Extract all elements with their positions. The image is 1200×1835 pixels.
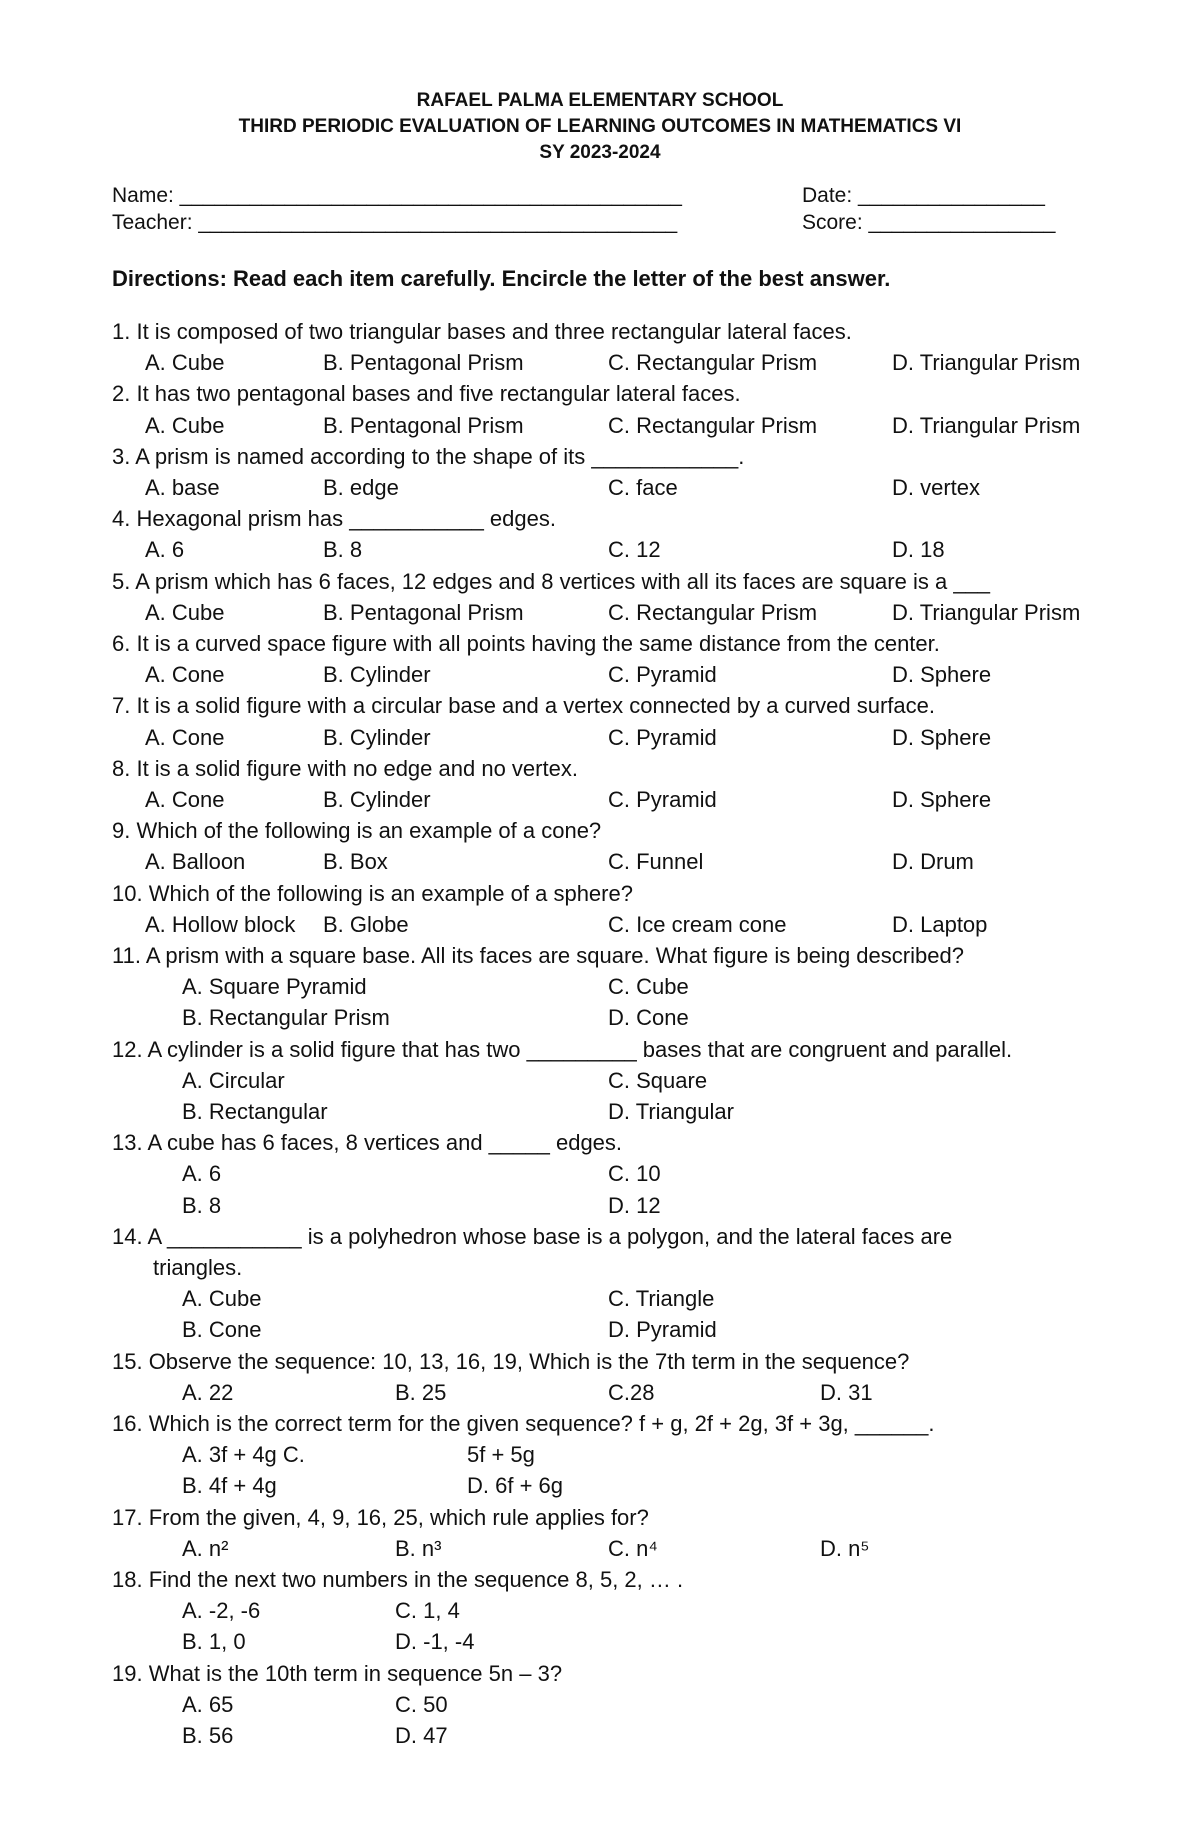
q2-option-3[interactable]: C. Rectangular Prism	[608, 412, 818, 438]
q15-option-4[interactable]: D. 31	[820, 1379, 873, 1405]
question-10: 10. Which of the following is an example of a sphere?	[112, 880, 633, 906]
q2-option-2[interactable]: B. Pentagonal Prism	[323, 412, 524, 438]
q3-option-4[interactable]: D. vertex	[892, 475, 981, 500]
q8-option-3[interactable]: C. Pyramid	[608, 787, 717, 812]
q13-option-1[interactable]: A. 6	[182, 1161, 222, 1187]
q19-option-3[interactable]: B. 56	[182, 1723, 234, 1748]
q18-option-2[interactable]: C. 1, 4	[395, 1598, 460, 1624]
q8-option-4[interactable]: D. Sphere	[892, 787, 992, 812]
q11-option-1[interactable]: A. Square Pyramid	[182, 974, 367, 1000]
question-16: 16. Which is the correct term for the given sequence? f + g, 2f + 2g, 3f + 3g, ______.	[112, 1411, 935, 1436]
teacher-field[interactable]: Teacher: _________________________________________	[112, 211, 678, 234]
q14-option-4[interactable]: D. Pyramid	[608, 1317, 717, 1343]
question-3: 3. A prism is named according to the shape of its ____________.	[112, 443, 745, 469]
date-field[interactable]: Date: ________________	[802, 184, 1045, 207]
q15-option-2[interactable]: B. 25	[395, 1379, 447, 1405]
q18-option-1[interactable]: A. -2, -6	[182, 1598, 261, 1624]
q12-option-4[interactable]: D. Triangular	[608, 1099, 734, 1124]
q12-option-2[interactable]: C. Square	[608, 1067, 708, 1093]
q3-option-3[interactable]: C. face	[608, 475, 678, 500]
q16-option-4[interactable]: D. 6f + 6g	[467, 1473, 564, 1499]
q5-option-4[interactable]: D. Triangular Prism	[892, 599, 1081, 625]
question-9: 9. Which of the following is an example of a cone?	[112, 818, 602, 844]
q3-option-1[interactable]: A. base	[145, 475, 220, 500]
q10-option-4[interactable]: D. Laptop	[892, 911, 988, 937]
q12-option-3[interactable]: B. Rectangular	[182, 1099, 328, 1124]
q14-option-1[interactable]: A. Cube	[182, 1286, 262, 1312]
question-6: 6. It is a curved space figure with all points having the same distance from the center.	[112, 631, 940, 656]
q5-option-2[interactable]: B. Pentagonal Prism	[323, 599, 524, 625]
directions: Directions: Read each item carefully. Encircle the letter of the best answer.	[112, 266, 891, 291]
question-7: 7. It is a solid figure with a circular base and a vertex connected by a curved surface.	[112, 693, 935, 719]
q14-option-2[interactable]: C. Triangle	[608, 1286, 715, 1312]
q11-option-4[interactable]: D. Cone	[608, 1005, 689, 1031]
q4-option-2[interactable]: B. 8	[323, 537, 363, 563]
question-5: 5. A prism which has 6 faces, 12 edges and 8 vertices with all its faces are square is a ___	[112, 568, 991, 594]
question-4: 4. Hexagonal prism has ___________ edges.	[112, 506, 556, 532]
q1-option-2[interactable]: B. Pentagonal Prism	[323, 350, 524, 376]
school-name: RAFAEL PALMA ELEMENTARY SCHOOL	[416, 90, 784, 111]
q19-option-1[interactable]: A. 65	[182, 1691, 234, 1717]
question-11: 11. A prism with a square base. All its faces are square. What figure is being described?	[112, 943, 964, 968]
q9-option-3[interactable]: C. Funnel	[608, 849, 704, 875]
q8-option-1[interactable]: A. Cone	[145, 787, 225, 812]
q10-option-1[interactable]: A. Hollow block	[145, 911, 296, 937]
q13-option-4[interactable]: D. 12	[608, 1192, 661, 1218]
q9-option-2[interactable]: B. Box	[323, 849, 388, 875]
q5-option-1[interactable]: A. Cube	[145, 599, 225, 625]
q1-option-4[interactable]: D. Triangular Prism	[892, 350, 1081, 376]
q13-option-2[interactable]: C. 10	[608, 1161, 661, 1187]
q7-option-2[interactable]: B. Cylinder	[323, 724, 431, 750]
q18-option-3[interactable]: B. 1, 0	[182, 1629, 246, 1655]
q18-option-4[interactable]: D. -1, -4	[395, 1629, 475, 1655]
q15-option-1[interactable]: A. 22	[182, 1379, 234, 1405]
q11-option-2[interactable]: C. Cube	[608, 974, 689, 1000]
q3-option-2[interactable]: B. edge	[323, 475, 399, 500]
q17-option-1[interactable]: A. n²	[182, 1535, 229, 1561]
question-15: 15. Observe the sequence: 10, 13, 16, 19, Which is the 7th term in the sequence?	[112, 1348, 910, 1374]
q16-option-1[interactable]: A. 3f + 4g C.	[182, 1442, 305, 1468]
q14-option-3[interactable]: B. Cone	[182, 1317, 262, 1343]
question-1: 1. It is composed of two triangular bases and three rectangular lateral faces.	[112, 319, 852, 344]
q17-option-3[interactable]: C. n⁴	[608, 1535, 658, 1561]
q11-option-3[interactable]: B. Rectangular Prism	[182, 1005, 390, 1031]
score-field[interactable]: Score: ________________	[802, 211, 1056, 234]
q16-option-3[interactable]: B. 4f + 4g	[182, 1473, 277, 1499]
q6-option-3[interactable]: C. Pyramid	[608, 662, 717, 688]
q2-option-1[interactable]: A. Cube	[145, 412, 225, 438]
q16-option-2[interactable]: 5f + 5g	[467, 1442, 535, 1468]
q7-option-3[interactable]: C. Pyramid	[608, 724, 717, 750]
q10-option-3[interactable]: C. Ice cream cone	[608, 911, 787, 937]
q9-option-1[interactable]: A. Balloon	[145, 849, 246, 875]
question-14-continued: triangles.	[153, 1255, 243, 1280]
q6-option-4[interactable]: D. Sphere	[892, 662, 992, 688]
question-8: 8. It is a solid figure with no edge and no vertex.	[112, 755, 578, 781]
q4-option-3[interactable]: C. 12	[608, 537, 661, 563]
q7-option-4[interactable]: D. Sphere	[892, 724, 992, 750]
q4-option-4[interactable]: D. 18	[892, 537, 945, 563]
q6-option-2[interactable]: B. Cylinder	[323, 662, 431, 688]
question-17: 17. From the given, 4, 9, 16, 25, which rule applies for?	[112, 1504, 649, 1530]
q13-option-3[interactable]: B. 8	[182, 1192, 222, 1218]
question-13: 13. A cube has 6 faces, 8 vertices and _____ edges.	[112, 1130, 623, 1156]
q12-option-1[interactable]: A. Circular	[182, 1067, 285, 1093]
q10-option-2[interactable]: B. Globe	[323, 911, 409, 937]
q2-option-4[interactable]: D. Triangular Prism	[892, 412, 1081, 438]
q7-option-1[interactable]: A. Cone	[145, 724, 225, 750]
q19-option-2[interactable]: C. 50	[395, 1691, 448, 1717]
question-12: 12. A cylinder is a solid figure that has two _________ bases that are congruent and parallel.	[112, 1036, 1013, 1062]
q17-option-2[interactable]: B. n³	[395, 1535, 442, 1561]
school-year: SY 2023-2024	[539, 142, 661, 163]
question-19: 19. What is the 10th term in sequence 5n – 3?	[112, 1660, 563, 1686]
q6-option-1[interactable]: A. Cone	[145, 662, 225, 688]
q1-option-1[interactable]: A. Cube	[145, 350, 225, 376]
q1-option-3[interactable]: C. Rectangular Prism	[608, 350, 818, 376]
name-field[interactable]: Name: ___________________________________________	[112, 184, 682, 207]
q15-option-3[interactable]: C.28	[608, 1379, 655, 1405]
q9-option-4[interactable]: D. Drum	[892, 849, 974, 875]
exam-title: THIRD PERIODIC EVALUATION OF LEARNING OUTCOMES IN MATHEMATICS VI	[238, 116, 962, 137]
q5-option-3[interactable]: C. Rectangular Prism	[608, 599, 818, 625]
question-14: 14. A ___________ is a polyhedron whose base is a polygon, and the lateral faces are	[112, 1223, 953, 1249]
q19-option-4[interactable]: D. 47	[395, 1723, 448, 1748]
q17-option-4[interactable]: D. n⁵	[820, 1535, 870, 1561]
q8-option-2[interactable]: B. Cylinder	[323, 787, 431, 812]
question-18: 18. Find the next two numbers in the sequence 8, 5, 2, … .	[112, 1567, 684, 1592]
question-2: 2. It has two pentagonal bases and five rectangular lateral faces.	[112, 381, 741, 407]
q4-option-1[interactable]: A. 6	[145, 537, 185, 563]
